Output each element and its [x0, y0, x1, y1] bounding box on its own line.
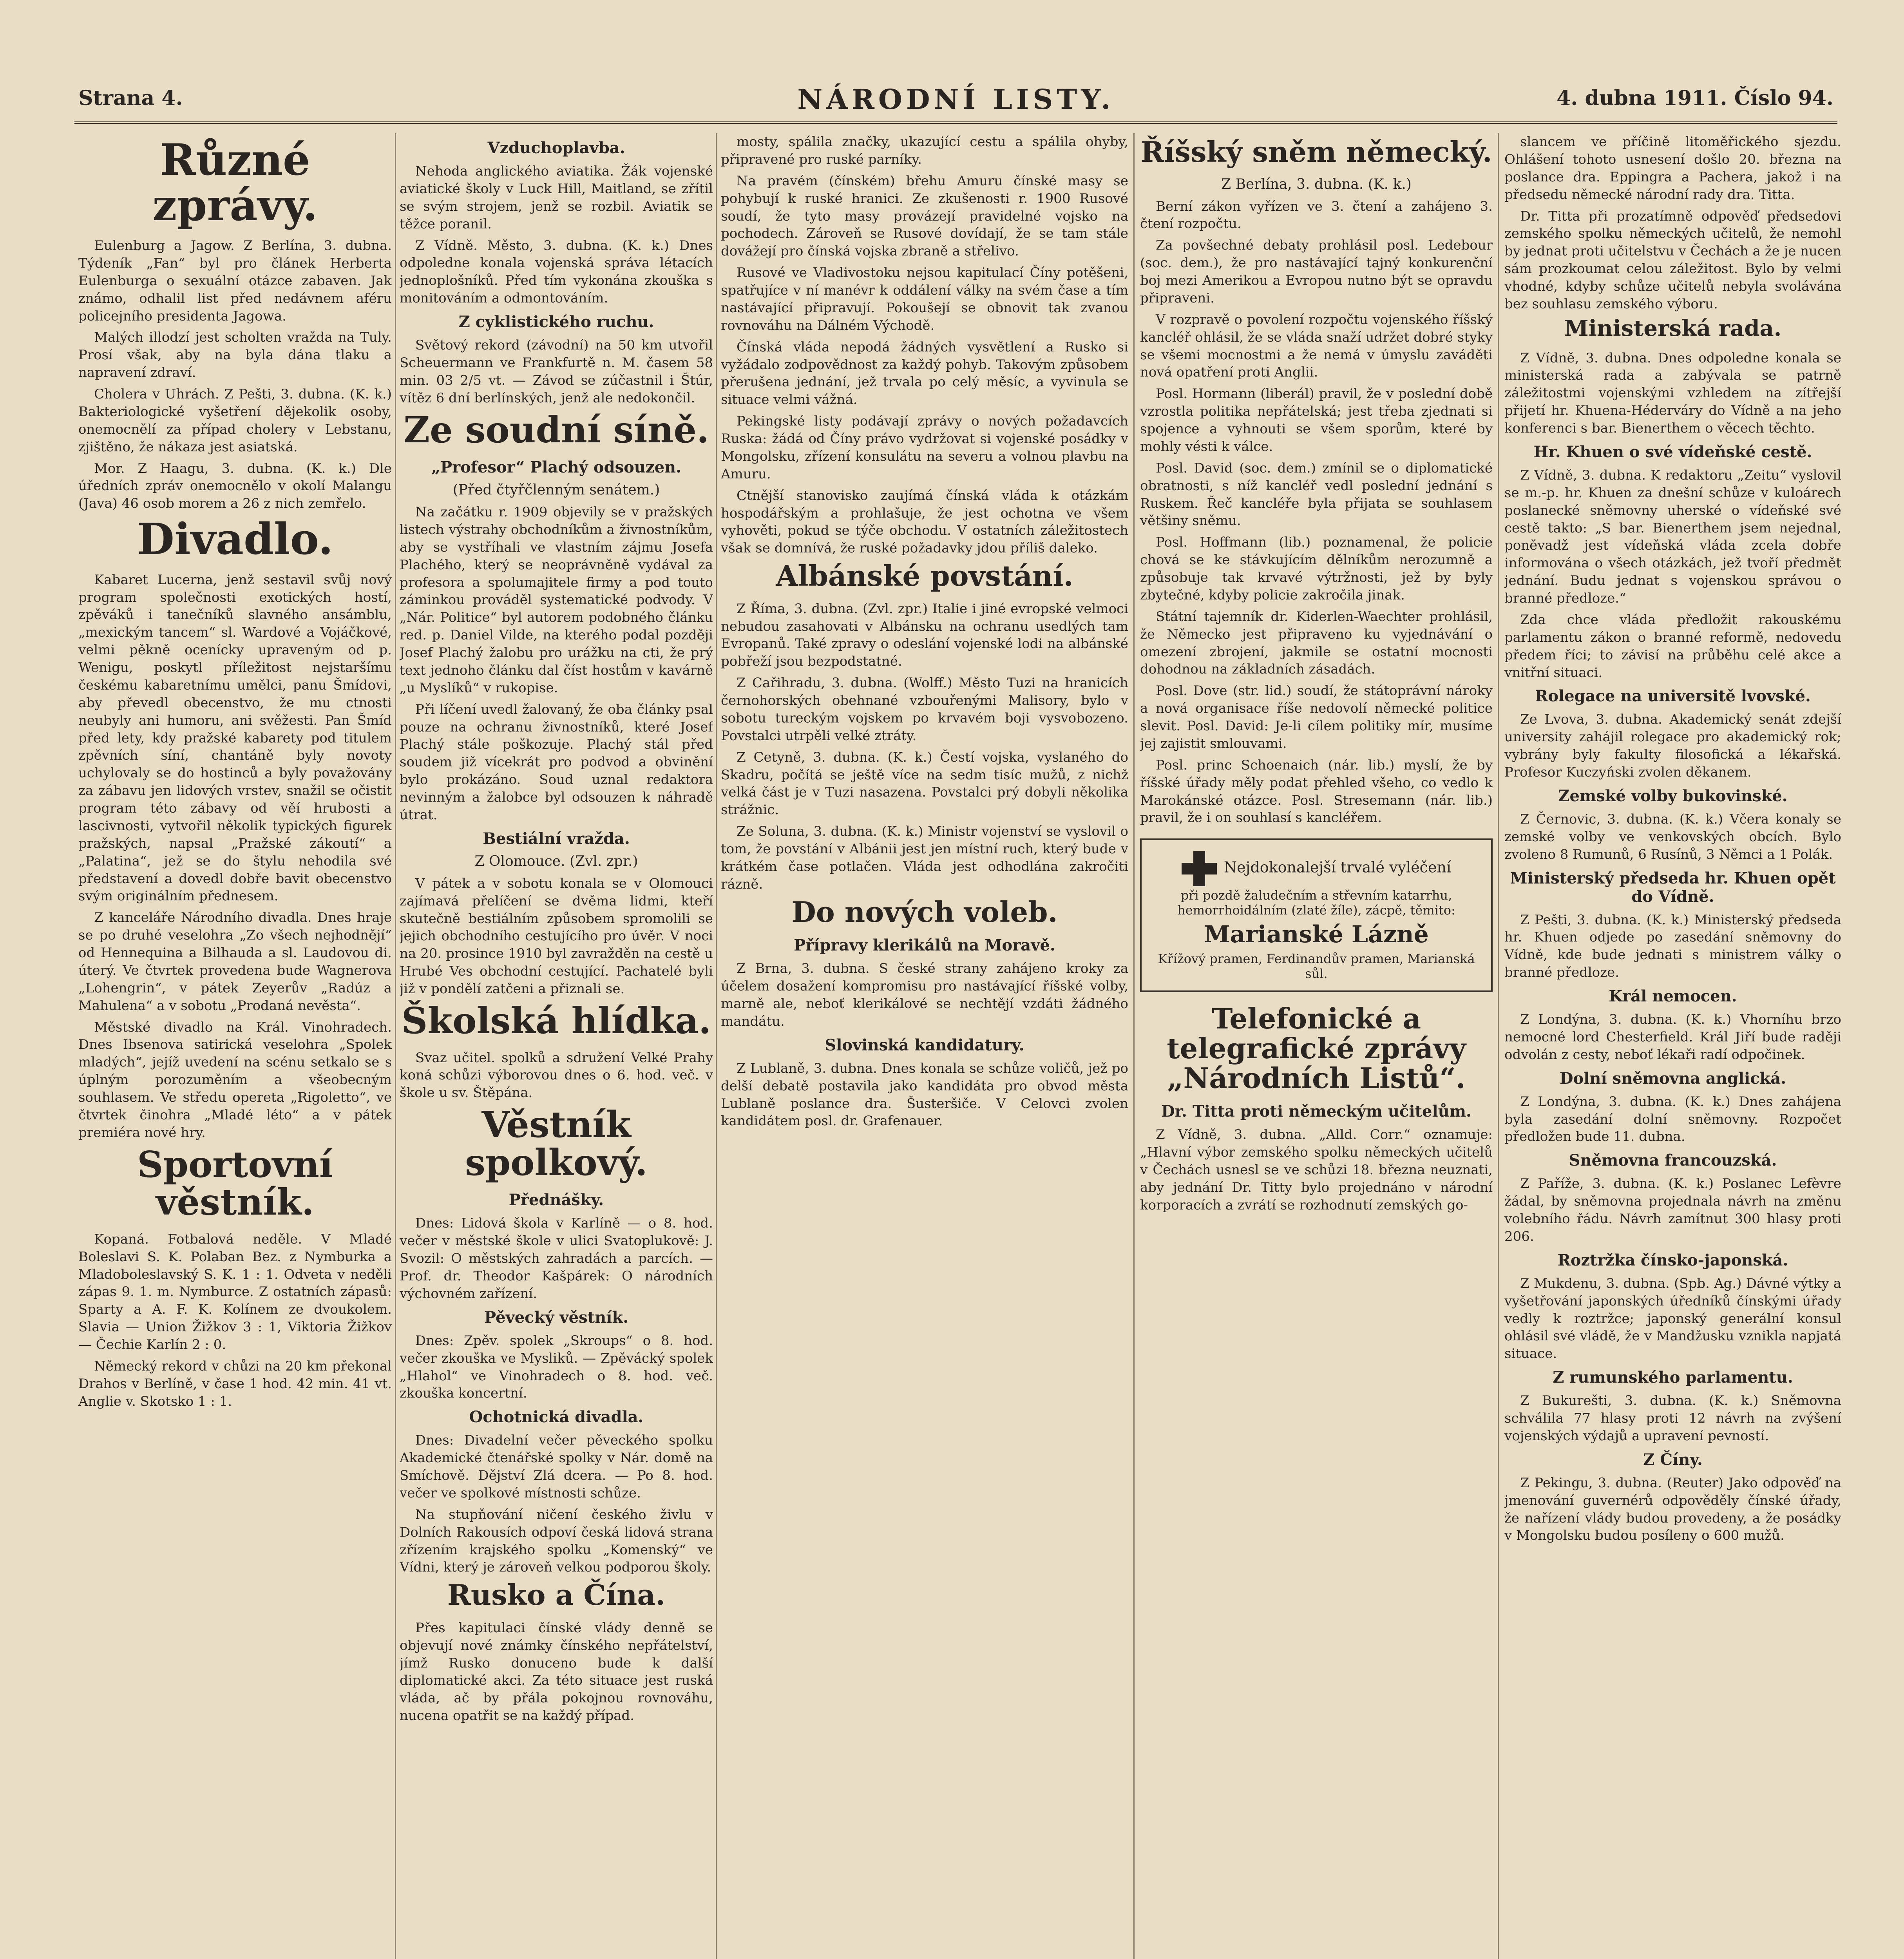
- subheading: Dr. Titta proti německým učitelům.: [1161, 1102, 1471, 1121]
- article-paragraph: Z Pešti, 3. dubna. (K. k.) Ministerský předseda hr. Khuen odjede po zasedání sněmovny do Vídně, kde bude jednati s ministrem války o branné předloze.: [1504, 912, 1841, 981]
- column-divider: [395, 133, 396, 1959]
- section-heading: Ministerská rada.: [1564, 315, 1782, 341]
- subheading: Pěvecký věstník.: [484, 1308, 628, 1327]
- section-heading: Věstník spolkový.: [465, 1103, 648, 1184]
- column-divider: [1498, 133, 1499, 1959]
- ad-headline: Nejdokonalejší trvalé vyléčení: [1223, 858, 1452, 876]
- article-paragraph: Na stupňování ničení českého živlu v Dolních Rakousích odpoví česká lidová strana zřízením krajského spolku „Komenský“ ve Vídni, který je zároveň velkou podporou školy.: [400, 1506, 713, 1575]
- article-paragraph: slancem ve příčině litoměřického sjezdu. Ohlášení tohoto usnesení došlo 20. března na poslance dra. Eppingra a Pachera, jakož i na předsedu německé národní rady dra. Titta.: [1504, 134, 1841, 203]
- article-paragraph: Z Pekingu, 3. dubna. (Reuter) Jako odpověď na jmenování guvernérů odpověděly čínské úřady, že nařízení vlády budou provedeny, a že posádky v Mongolsku budou posíleny o 600 mužů.: [1504, 1475, 1841, 1544]
- subheading: Ministerský předseda hr. Khuen opět do Vídně.: [1510, 869, 1836, 906]
- article-paragraph: Eulenburg a Jagow. Z Berlína, 3. dubna. Týdeník „Fan“ byl pro článek Herberta Eulenburga o sexuální otázce zabaven. Jak známo, odhalil list před nedávnem aféru policejního presidenta Jagowa.: [78, 238, 392, 324]
- article-paragraph: Z Vídně. Město, 3. dubna. (K. k.) Dnes odpoledne konala vojenská správa létacích jednoplošníků. Před tím vykonána zkouška s monitováním a odmontováním.: [400, 237, 713, 306]
- article-paragraph: Nehoda anglického aviatika. Žák vojenské aviatické školy v Luck Hill, Maitland, se zřítil se svým strojem, jenž se rozbil. Aviatik se těžce poranil.: [400, 163, 713, 232]
- column-divider: [1133, 133, 1135, 1959]
- article-paragraph: Posl. Hoffmann (lib.) poznamenal, že policie chová se ke stávkujícím dělníkům nerozumně a způsobuje tak krvavé výtržnosti, jež by byly zbytečné, kdyby policie zakročila jinak.: [1140, 534, 1493, 603]
- section-heading: Různé zprávy.: [152, 134, 318, 230]
- section-heading: Telefonické a telegrafické zprávy „Národních Listů“.: [1167, 1002, 1466, 1095]
- article-title: „Profesor“ Plachý odsouzen.: [431, 458, 682, 477]
- subheading: Sněmovna francouzská.: [1569, 1151, 1777, 1170]
- section-heading: Divadlo.: [137, 514, 333, 565]
- article-paragraph: Posl. princ Schoenaich (nár. lib.) myslí, že by říšské úřady měly podat přehled všeho, co vedlo k Marokánské otázce. Posl. Stresemann (nár. lib.) pravil, že i on souhlasí s kancléřem.: [1140, 757, 1493, 826]
- article-paragraph: Malých illodzí jest scholten vražda na Tuly. Prosí však, aby na byla dána tlaku a napravení zdraví.: [78, 330, 392, 381]
- article-paragraph: V pátek a v sobotu konala se v Olomouci zajímavá přelíčení se dvěma lidmi, kteří skutečně bestiálním způsobem spromolili se jejich obchodního cestujícího pro úvěr. V noci na 20. prosince 1910 byl zavražděn na cestě u Hrubé Ves obchodní cestující. Pachatelé byli již v pondělí zatčeni a přiznali se.: [400, 875, 713, 997]
- cross-icon: [1182, 851, 1217, 886]
- article-paragraph: Svaz učitel. spolků a sdružení Velké Prahy koná schůzi výborovou dnes o 6. hod. več. v škole u sv. Štěpána.: [400, 1050, 713, 1101]
- article-paragraph: V rozpravě o povolení rozpočtu vojenského říšský kancléř ohlásil, že se vláda snaží udržet dobré styky se všemi mocnostmi a že nemá v úmyslu zaváděti nová opatření proti Anglii.: [1140, 311, 1493, 380]
- section-heading: Albánské povstání.: [776, 559, 1073, 593]
- article-paragraph: Dnes: Divadelní večer pěveckého spolku Akademické čtenářské spolky v Nár. domě na Smíchově. Dějství Zlá dcera. — Po 8. hod. večer ve spolkové místnosti schůze.: [400, 1432, 713, 1501]
- article-paragraph: Z Vídně, 3. dubna. „Alld. Corr.“ oznamuje: „Hlavní výbor zemského spolku německých učitelů v Čechách usnesl se ve schůzi 18. března neuznati, aby jednání Dr. Titty bylo projednáno v národní korporacích a zvrátí se rozhodnutí zemských go-: [1140, 1127, 1493, 1213]
- article-paragraph: Z Bukurešti, 3. dubna. (K. k.) Sněmovna schválila 77 hlasy proti 12 návrh na zvýšení vojenských výdajů a upravení pevností.: [1504, 1393, 1841, 1444]
- article-paragraph: Z Vídně, 3. dubna. K redaktoru „Zeitu“ vyslovil se m.-p. hr. Khuen za dnešní schůze v kuloárech poslanecké sněmovny uherské o vídeňské své cestě takto: „S bar. Bienerthem jsem nejednal, poněvadž jest vídeňská vláda zcela dobře informována o všech otázkách, jež tvoří předmět jednání. Budu jednat s vojenskou správou o branné předloze.“: [1504, 467, 1841, 607]
- article-paragraph: Cholera v Uhrách. Z Pešti, 3. dubna. (K. k.) Bakteriologické vyšetření dějekolik osoby, onemocnělí za případ cholery v Lebstanu, zjištěno, že nákaza jest asiatská.: [78, 386, 392, 455]
- article-paragraph: Německý rekord v chůzi na 20 km překonal Drahos v Berlíně, v čase 1 hod. 42 min. 41 vt. Anglie v. Skotsko 1 : 1.: [78, 1358, 392, 1409]
- subheading: Slovinská kandidatury.: [825, 1036, 1024, 1054]
- section-heading: Říšský sněm německý.: [1140, 135, 1492, 168]
- article-paragraph: Kopaná. Fotbalová neděle. V Mladé Boleslavi S. K. Polaban Bez. z Nymburka a Mladoboleslavský S. K. 1 : 1. Odveta v neděli zápas 9. 1. m. Nymburce. Z ostatních zápasů: Sparty a A. F. K. Kolínem ze dvoukolem. Slavia — Union Žižkov 3 : 1, Viktoria Žižkov — Čechie Karlín 2 : 0.: [78, 1231, 392, 1353]
- section-heading: Sportovní věstník.: [137, 1143, 333, 1224]
- article-paragraph: Z Londýna, 3. dubna. (K. k.) Vhorníhu brzo nemocné lord Chesterfield. Král Jiří bude raději odvolán z cesty, neboť lékaři radí odpočinek.: [1504, 1012, 1841, 1063]
- ad-products: Křížový pramen, Ferdinandův pramen, Marianská sůl.: [1158, 951, 1475, 981]
- subheading: Dolní sněmovna anglická.: [1559, 1069, 1786, 1088]
- article-paragraph: Dnes: Lidová škola v Karlíně — o 8. hod. večer v městské škole v ulici Svatoplukově: J. Svozil: O městských zahradách a parcích. — Prof. dr. Theodor Kašpárek: O národních výchovném zařízení.: [400, 1215, 713, 1302]
- article-paragraph: Z Londýna, 3. dubna. (K. k.) Dnes zahájena byla zasedání dolní sněmovny. Rozpočet předložen bude 11. dubna.: [1504, 1094, 1841, 1145]
- issue-date: 4. dubna 1911. Číslo 94.: [1557, 86, 1833, 110]
- article-paragraph: Ctnější stanovisko zaujímá čínská vláda k otázkám hospodářským a prohlašuje, že jest ochotna ve všem vyhověti, pokud se týče obchodu. V ostatních záležitostech však se domnívá, že ruské požadavky jdou příliš daleko.: [721, 487, 1128, 556]
- subheading: Ochotnická divadla.: [469, 1408, 644, 1427]
- article-paragraph: Rusové ve Vladivostoku nejsou kapitulací Číny potěšeni, spatřujíce v ní manévr k oddálení války na svém čase a tím nastávající připravují. Pokoušejí se obnovit tak zvanou rovnováhu na Dálném Východě.: [721, 265, 1128, 333]
- article-paragraph: Dr. Titta při prozatímně odpověď předsedovi zemského spolku německých učitelů, že nemohl by jednat proti učitelstvu v Čechách a že je nucen sám prozkoumat celou záležitost. Bylo by velmi vhodné, kdyby schůze učitelů nebyla svolávána bez souhlasu zemského výboru.: [1504, 208, 1841, 312]
- article-paragraph: Přes kapitulaci čínské vlády denně se objevují nové známky čínského nepřátelství, jímž Rusko donuceno bude k další diplomatické akci. Za této situace jest ruská vláda, ač by přála pokojnou rovnováhu, nucena opatřit se na každý případ.: [400, 1620, 713, 1724]
- subheading: Král nemocen.: [1609, 987, 1737, 1006]
- article-paragraph: Kabaret Lucerna, jenž sestavil svůj nový program společnosti exotických hostí, zpěváků i tanečníků slavného ansámblu, „mexickým tancem“ sl. Wardové a Vojáčkové, velmi pěkně ocenícky upraveným od p. Wenigu, poskytl příležitost nejstaršímu českému kabaretnímu umělci, panu Šmídovi, aby převedl obecenstvo, že mu ctnosti neubyly ani humoru, ani svěžesti. Pan Šmíd před lety, kdy pražské kabarety pod titulem zpěvních síní, chantáně byly novoty uchylovaly se do hostinců a byly považovány za zábavu jen lidových vrstev, snažil se očistit program této zábavy od věí hrubosti a lascivnosti, vytvořil několik typických figurek pražských, napsal „Pražské zákoutí“ a „Palatina“, jež se do štylu nehodila své představení a dovedl dobře bavit obecenstvo svým originálním přednesem.: [78, 572, 392, 904]
- column-3: [721, 133, 1128, 1959]
- article-paragraph: Berní zákon vyřízen ve 3. čtení a zahájeno 3. čtení rozpočtu.: [1140, 198, 1493, 232]
- subheading: Přednášky.: [509, 1191, 604, 1209]
- subheading: Z rumunského parlamentu.: [1553, 1368, 1793, 1387]
- article-paragraph: Za povšechné debaty prohlásil posl. Ledebour (soc. dem.), že pro nastávající tajný konkurenční boj mezi Amerikou a Evropou nutno být se opravdu připraveni.: [1140, 237, 1493, 306]
- article-paragraph: Z Lublaně, 3. dubna. Dnes konala se schůze voličů, jež po delší debatě postavila jako kandidáta pro obvod města Lublaně poslance dra. Šusteršiče. V Celovci zvolen kandidátem posl. dr. Grafenauer.: [721, 1060, 1128, 1129]
- article-paragraph: Dnes: Zpěv. spolek „Skroups“ o 8. hod. večer zkouška ve Mysliků. — Zpěvácký spolek „Hlahol“ ve Vinohradech o 8. hod. več. zkouška koncertní.: [400, 1333, 713, 1401]
- article-paragraph: Zda chce vláda předložit rakouskému parlamentu zákon o branné reformě, nedovedu předem říci; to závisí na průběhu celé akce a vnitřní situaci.: [1504, 612, 1841, 681]
- ad-text: při pozdě žaludečním a střevním katarrhu, hemorrhoidálním (zlaté žíle), zácpě, těmito:: [1177, 888, 1455, 918]
- article-paragraph: Z Vídně, 3. dubna. Dnes odpoledne konala se ministerská rada a zabývala se patrně záležitostmi vojenskými vzhledem na zítřejší přijetí hr. Khuena-Héderváry do Vídně a na jeho konferenci s bar. Bienerthem o věcech těchto.: [1504, 350, 1841, 436]
- column-divider: [716, 133, 717, 1959]
- subheading: Z cyklistického ruchu.: [458, 313, 654, 331]
- section-heading: Ze soudní síně.: [403, 408, 709, 451]
- article-paragraph: Ze Lvova, 3. dubna. Akademický senát zdejší university zahájil rolegace pro akademický rok; vybrány byly fakulty filosofická a lékařská. Profesor Kuczyński zvolen děkanem.: [1504, 712, 1841, 780]
- article-paragraph: Z Brna, 3. dubna. S české strany zahájeno kroky za účelem dosažení kompromisu pro nastávající říšské volby, marně ale, neboť klerikálové se nechtějí vzdáti žádného mandátu.: [721, 961, 1128, 1029]
- subheading: Vzduchoplavba.: [487, 139, 625, 157]
- article-paragraph: Posl. Dove (str. lid.) soudí, že státoprávní nároky a nová organisace říše nedovolí německé politice slevit. Posl. David: Je-li cílem politiky mír, musíme jej zajistit smlouvami.: [1140, 683, 1493, 751]
- article-paragraph: Státní tajemník dr. Kiderlen-Waechter prohlásil, že Německo jest připraveno ku vyjednávání o omezení zbrojení, jakmile se ostatní mocnosti dohodnou na základních zásadách.: [1140, 608, 1493, 677]
- article-paragraph: Na pravém (čínském) břehu Amuru čínské masy se pohybují k ruské hranici. Ze zkušenosti r. 1900 Rusové soudí, že tyto masy provázejí pravidelné vojsko na pochodech. Zároveň se Rusové dovídají, že se tam stále dovážejí pro čínská vojska zbraně a střelivo.: [721, 173, 1128, 259]
- page-number: Strana 4.: [78, 86, 183, 110]
- advertisement: [1140, 838, 1493, 992]
- article-paragraph: Světový rekord (závodní) na 50 km utvořil Scheuermann ve Frankfurtě n. M. časem 58 min. 03 2/5 vt. — Závod se zúčastnil i Štúr, vítěz 6 dní berlínských, jenž ale nedokončil.: [400, 337, 713, 406]
- section-heading: Rusko a Čína.: [447, 1578, 666, 1612]
- subheading: Přípravy klerikálů na Moravě.: [794, 936, 1055, 955]
- article-paragraph: Z Říma, 3. dubna. (Zvl. zpr.) Italie i jiné evropské velmoci nebudou zasahovati v Albánsku na ochranu usedlých tam Evropanů. Také zpravy o odeslání vojenské lodi na albánské pobřeží jsou bezpodstatné.: [721, 601, 1128, 670]
- article-paragraph: Z Černovic, 3. dubna. (K. k.) Včera konaly se zemské volby ve venkovských obcích. Bylo zvoleno 8 Rumunů, 6 Rusínů, 3 Němci a 1 Polák.: [1504, 811, 1841, 862]
- article-paragraph: Pekingské listy podávají zprávy o nových požadavcích Ruska: žádá od Číny právo vydržovat si vojenské posádky v Mongolsku, zřízení konsulátu na severu a volnou plavbu na Amuru.: [721, 413, 1128, 482]
- section-heading: Do nových voleb.: [791, 895, 1058, 929]
- article-paragraph: Z kanceláře Národního divadla. Dnes hraje se po druhé veselohra „Zo všech nejhodnějí“ od Hennequina a Bilhauda a sl. Laudovou di. úterý. Ve čtvrtek provedena bude Wagnerova „Lohengrin“, v pátek Zeyerův „Radúz a Mahulena“ a v sobotu „Prodaná nevěsta“.: [78, 910, 392, 1014]
- subheading: Roztržka čínsko-japonská.: [1557, 1251, 1788, 1269]
- article-paragraph: Městské divadlo na Král. Vinohradech. Dnes Ibsenova satirická veselohra „Spolek mladých“, jejíž uvedení na scénu setkalo se s úplným porozuměním a všeobecným souhlasem. Ve středu opereta „Rigoletto“, ve čtvrtek činohra „Mladé léto“ a v pátek premiéra nové hry.: [78, 1019, 392, 1141]
- subheading: Hr. Khuen o své vídeňské cestě.: [1533, 442, 1812, 461]
- article-title: Bestiální vražda.: [483, 829, 630, 848]
- article-paragraph: Na začátku r. 1909 objevily se v pražských listech výstrahy obchodníkům a živnostníkům, aby se vystříhali ve vlastním zájmu Josefa Plachého, který se neoprávněně vydával za profesora a spolumajitele firmy a pod touto záminkou prováděl systematické podvody. V „Nár. Politice“ byl autorem podobného článku red. p. Daniel Vilde, na kterého podal později Josef Plachý žalobu pro urážku na cti, že prý text jednoho článku dal číst hostům v kavárně „u Myslíků“ v rukopise.: [400, 504, 713, 696]
- article-paragraph: Čínská vláda nepodá žádných vysvětlení a Rusko si vyžádalo zodpovědnost za každý pohyb. Takovým způsobem přerušena jednání, jež trvala po celý měsíc, a vyvinula se situace velmi vážná.: [721, 339, 1128, 408]
- dateline: (Před čtyřčlenným senátem.): [452, 482, 660, 498]
- section-heading: Školská hlídka.: [401, 999, 711, 1042]
- article-paragraph: Z Paříže, 3. dubna. (K. k.) Poslanec Lefèvre žádal, by sněmovna projednala návrh na změnu volebního řádu. Návrh zamítnut 300 hlasy proti 206.: [1504, 1176, 1841, 1244]
- ad-brand: Marianské Lázně: [1204, 921, 1429, 949]
- column-2: [400, 133, 713, 1959]
- article-paragraph: Z Cetyně, 3. dubna. (K. k.) Čestí vojska, vyslaného do Skadru, počítá se ještě více na sedm tisíc mužů, z nichž velká část je v Tuzi nasazena. Povstalci prý dobyli několika strážnic.: [721, 749, 1128, 818]
- column-4: [1140, 133, 1493, 1959]
- column-1: [78, 133, 392, 1959]
- article-paragraph: Mor. Z Haagu, 3. dubna. (K. k.) Dle úředních zpráv onemocnělo v okolí Malangu (Java) 46 osob morem a 26 z nich zemřelo.: [78, 460, 392, 512]
- article-paragraph: Z Mukdenu, 3. dubna. (Spb. Ag.) Dávné výtky a vyšetřování japonských úředníků čínskými úřady vedly k roztržce; japonský generální konsul ohlásil své vládě, že v Mandžusku vznikla napjatá situace.: [1504, 1275, 1841, 1362]
- article-paragraph: mosty, spálila značky, ukazující cestu a spálila ohyby, připravené pro ruské parníky.: [721, 134, 1128, 167]
- article-paragraph: Při líčení uvedl žalovaný, že oba články psal pouze na ochranu živnostníků, které Josef Plachý stále poškozuje. Plachý stál před soudem již vícekrát pro podvod a obvinění bylo prokázáno. Soud uznal redaktora nevinným a žalobce byl odsouzen k náhradě útrat.: [400, 701, 713, 823]
- subheading: Zemské volby bukovinské.: [1558, 786, 1788, 805]
- masthead: [74, 74, 1837, 124]
- newspaper-title: NÁRODNÍ LISTY.: [797, 83, 1115, 116]
- subheading: Z Číny.: [1643, 1450, 1703, 1469]
- column-5: [1504, 133, 1841, 1959]
- dateline: Z Olomouce. (Zvl. zpr.): [474, 853, 638, 869]
- article-paragraph: Ze Soluna, 3. dubna. (K. k.) Ministr vojenství se vyslovil o tom, že povstání v Albánii jest jen místní ruch, který bude v krátkém čase potlačen. Vláda jest odhodlána zakročiti rázně.: [721, 824, 1128, 892]
- subheading: Rolegace na universitě lvovské.: [1535, 687, 1811, 706]
- article-paragraph: Z Cařihradu, 3. dubna. (Wolff.) Město Tuzi na hranicích černohorských obehnané vzbouřenými Malisory, bylo v sobotu tureckým vojskem po krvavém boji vysvobozeno. Povstalci utrpěli velké ztráty.: [721, 675, 1128, 744]
- dateline: Z Berlína, 3. dubna. (K. k.): [1221, 176, 1412, 192]
- article-paragraph: Posl. David (soc. dem.) zmínil se o diplomatické obratnosti, s níž kancléř vedl poslední jednání s Ruskem. Řeč kancléře byla přijata se souhlasem většiny sněmu.: [1140, 460, 1493, 529]
- article-paragraph: Posl. Hormann (liberál) pravil, že v poslední době vzrostla politika nepřátelská; jest třeba zjednati si spojence a vyhnouti se všem sporům, které by mohly vésti k válce.: [1140, 386, 1493, 454]
